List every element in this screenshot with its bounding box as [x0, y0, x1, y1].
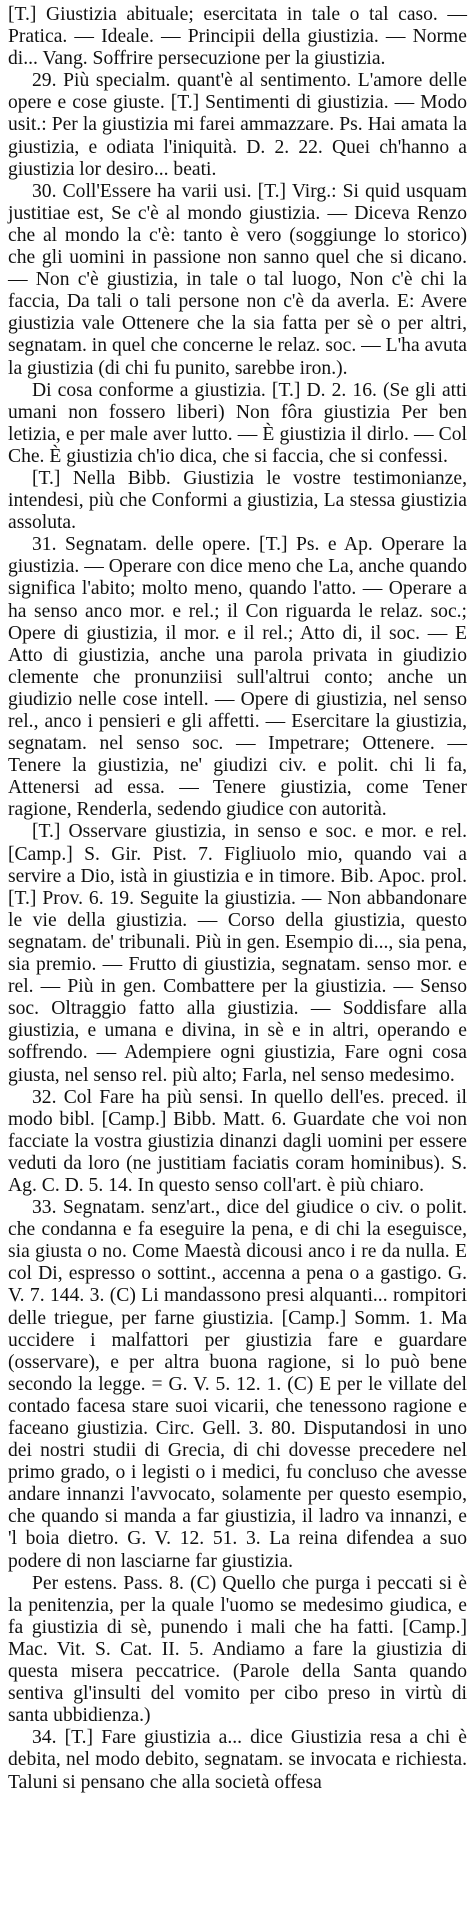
- entry-paragraph: [T.] Nella Bibb. Giustizia le vostre testimonianze, intendesi, più che Conformi a giustizia, La stessa giustizia assoluta.: [8, 467, 467, 534]
- entry-paragraph: 34. [T.] Fare giustizia a... dice Giustizia resa a chi è debita, nel modo debito, segnatam. se invocata e richiesta. Taluni si pensano che alla società offesa: [8, 1727, 467, 1793]
- entry-paragraph: 33. Segnatam. senz'art., dice del giudice o civ. o polit. che condanna e fa eseguire la pena, e di chi la eseguisce, sia giusta o no. Come Maestà dicousi anco i re da nulla. E col Di, espresso o sottint., accenna a pena o a gastigo. G. V. 7. 144. 3. (C) Li mandassono presi alquanti... rompitori delle triegue, per farne giustizia. [Camp.] Somm. 1. Ma uccidere i malfattori per giustizia fare e guardare (osservare), e per altra buona ragione, si lo può bene secondo la legge. = G. V. 5. 12. 1. (C) E per le villate del contado facesa stare suoi vicarii, che tenessono ragione e faceano giustizia. Circ. Gell. 3. 80. Disputandosi in uno dei nostri studii di Grecia, di chi dovesse precedere nel primo grado, o i legisti o i medici, fu concluso che avesse andare innanzi l'avvocato, solamente per questo esempio, che quando si manda a far giustizia, il ladro va innanzi, e 'l boia dietro. G. V. 12. 51. 3. La reina difendea a suo podere di non lasciarne far giustizia.: [8, 1197, 467, 1572]
- entry-paragraph: [T.] Osservare giustizia, in senso e soc. e mor. e rel. [Camp.] S. Gir. Pist. 7. Figliuolo mio, quando vai a servire a Dio, istà in giustizia e in timore. Bib. Apoc. prol. [T.] Prov. 6. 19. Seguite la giustizia. — Non abbandonare le vie della giustizia. — Corso della giustizia, questo segnatam. de' tribunali. Più in gen. Esempio di..., sia pena, sia premio. — Frutto di giustizia, segnatam. senso mor. e rel. — Più in gen. Combattere per la giustizia. — Senso soc. Oltraggio fatto alla giustizia. — Soddisfare alla giustizia, e umana e divina, in sè e in altri, operando e soffrendo. — Adempiere ogni giustizia, Fare ogni cosa giusta, nel senso rel. più alto; Farla, nel senso medesimo.: [8, 821, 467, 1086]
- entry-paragraph: 32. Col Fare ha più sensi. In quello dell'es. preced. il modo bibl. [Camp.] Bibb. Matt. 6. Guardate che voi non facciate la vostra giustizia dinanzi dagli uomini per essere veduti da loro (ne justitiam faciatis coram hominibus). S. Ag. C. D. 5. 14. In questo senso coll'art. è più chiaro.: [8, 1086, 467, 1196]
- entry-paragraph: 30. Coll'Essere ha varii usi. [T.] Virg.: Si quid usquam justitiae est, Se c'è al mondo giustizia. — Diceva Renzo che al mondo la c'è: tanto è vero (soggiunge lo storico) che gli uomini in passione non sanno quel che si dicano. — Non c'è giustizia, in tale o tal luogo, Non c'è chi la faccia, Da tali o tali persone non c'è da averla. E: Avere giustizia vale Ottenere che la sia fatta per sè o per altri, segnatam. in quel che concerne le relaz. soc. — L'ha avuta la giustizia (di chi fu punito, sarebbe iron.).: [8, 180, 467, 379]
- entry-paragraph: 31. Segnatam. delle opere. [T.] Ps. e Ap. Operare la giustizia. — Operare con dice meno che La, anche quando significa l'abito; molto meno, quando l'atto. — Operare a ha senso anco mor. e rel.; il Con riguarda le relaz. soc.; Opere di giustizia, il mor. e il rel.; Atto di, il soc. — E Atto di giustizia, anche una parola privata in giudizio clemente che pronunziisi sull'altrui conto; anche un giudizio nelle cose intell. — Opere di giustizia, nel senso rel., anco i pensieri e gli affetti. — Esercitare la giustizia, segnatam. nel senso soc. — Impetrare; Ottenere. — Tenere la giustizia, ne' giudizi civ. e polit. chi li fa, Attenersi ad essa. — Tenere giustizia, come Tener ragione, Renderla, sedendo giudice con autorità.: [8, 534, 467, 821]
- entry-paragraph: Di cosa conforme a giustizia. [T.] D. 2. 16. (Se gli atti umani non fossero liberi) Non fôra giustizia Per ben letizia, e per male aver lutto. — È giustizia il dirlo. — Col Che. È giustizia ch'io dica, che si faccia, che si confessi.: [8, 379, 467, 467]
- entry-paragraph: 29. Più specialm. quant'è al sentimento. L'amore delle opere e cose giuste. [T.] Sentimenti di giustizia. — Modo usit.: Per la giustizia mi farei ammazzare. Ps. Hai amata la giustizia, e odiata l'iniquità. D. 2. 22. Quei ch'hanno a giustizia lor desiro... beati.: [8, 70, 467, 180]
- entry-paragraph: Per estens. Pass. 8. (C) Quello che purga i peccati si è la penitenzia, per la quale l'uomo se medesimo giudica, e fa giustizia di sè, punendo i mali che ha fatti. [Camp.] Mac. Vit. S. Cat. II. 5. Andiamo a fare la giustizia di questa misera peccatrice. (Parole della Santa quando sentiva gl'insulti del vomito per cibo preso in virtù di santa ubbidienza.): [8, 1572, 467, 1727]
- entry-paragraph: [T.] Giustizia abituale; esercitata in tale o tal caso. — Pratica. — Ideale. — Principii della giustizia. — Norme di... Vang. Soffrire persecuzione per la giustizia.: [8, 4, 467, 70]
